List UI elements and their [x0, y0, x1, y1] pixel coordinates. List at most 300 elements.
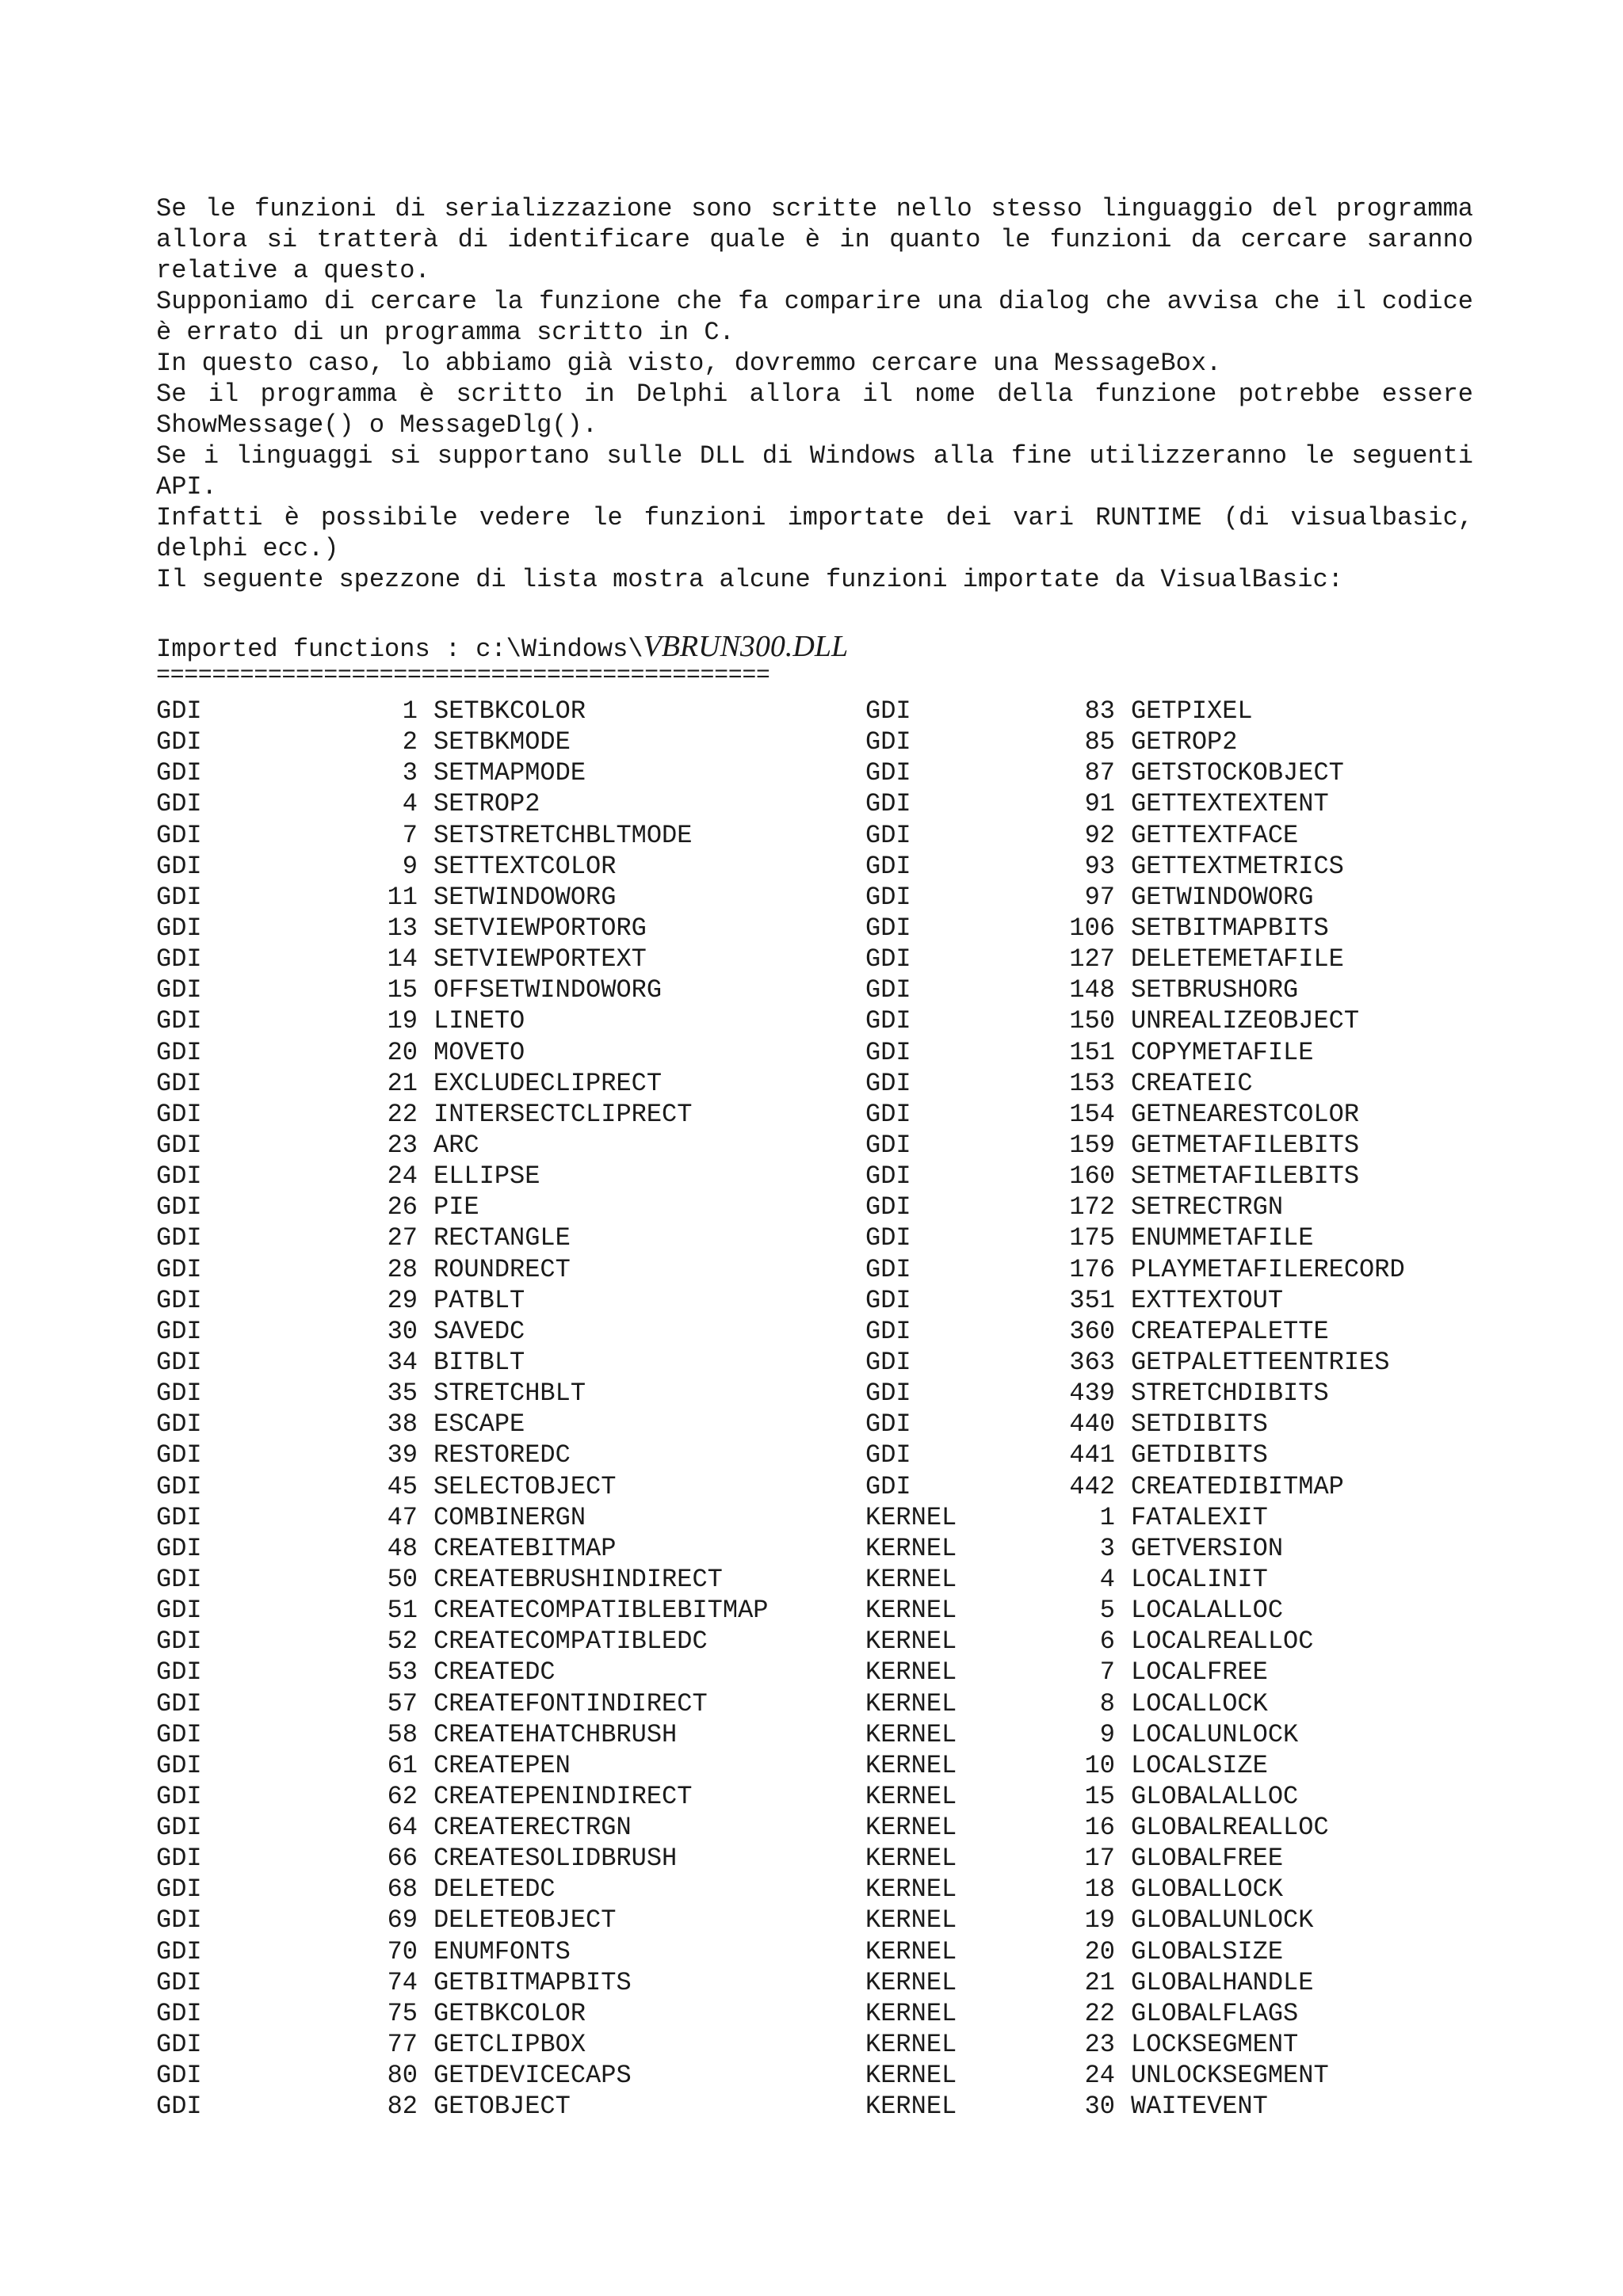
ordinal: 50	[387, 1564, 418, 1594]
function-name: COPYMETAFILE	[1131, 1037, 1314, 1067]
module-name: GDI	[156, 1627, 202, 1657]
function-name: SETMAPMODE	[433, 758, 586, 788]
module-name: GDI	[865, 1347, 911, 1377]
table-row	[156, 1812, 1503, 1843]
ordinal: 51	[387, 1596, 418, 1626]
function-name: GLOBALALLOC	[1131, 1781, 1299, 1811]
table-row	[156, 696, 1503, 727]
table-row	[156, 1781, 1503, 1812]
function-name: CREATEFONTINDIRECT	[433, 1688, 708, 1718]
module-name: GDI	[156, 1099, 202, 1129]
module-name: GDI	[156, 882, 202, 912]
module-name: GDI	[865, 1409, 911, 1440]
module-name: GDI	[156, 1998, 202, 2028]
table-row	[156, 1161, 1503, 1192]
ordinal: 39	[387, 1440, 418, 1470]
ordinal: 21	[1084, 1967, 1115, 1997]
function-name: GETBITMAPBITS	[433, 1967, 632, 1997]
ordinal: 82	[387, 2092, 418, 2122]
table-row	[156, 1222, 1503, 1253]
function-name: ESCAPE	[433, 1409, 525, 1440]
ordinal: 57	[387, 1688, 418, 1718]
table-row	[156, 1409, 1503, 1440]
module-name: GDI	[156, 1502, 202, 1532]
module-name: GDI	[156, 2061, 202, 2091]
ordinal: 66	[387, 1844, 418, 1874]
function-name: GETDIBITS	[1131, 1440, 1268, 1470]
ordinal: 160	[1069, 1161, 1115, 1192]
table-row	[156, 913, 1503, 944]
function-name: LOCALLOCK	[1131, 1688, 1268, 1718]
ordinal: 10	[1084, 1750, 1115, 1780]
ordinal: 24	[387, 1161, 418, 1192]
module-name: GDI	[156, 1533, 202, 1563]
ordinal: 153	[1069, 1068, 1115, 1098]
module-name: GDI	[865, 1223, 911, 1253]
function-name: GETBKCOLOR	[433, 1998, 586, 2028]
listing-separator: ============================================	[156, 662, 770, 689]
ordinal: 1	[402, 696, 418, 726]
module-name: KERNEL	[865, 2092, 957, 2122]
module-name: GDI	[156, 1379, 202, 1409]
ordinal: 7	[1099, 1657, 1115, 1688]
ordinal: 35	[387, 1379, 418, 1409]
module-name: GDI	[865, 820, 911, 850]
function-name: SELECTOBJECT	[433, 1471, 617, 1501]
function-name: GLOBALUNLOCK	[1131, 1905, 1314, 1936]
function-name: DELETEMETAFILE	[1131, 944, 1344, 974]
module-name: GDI	[865, 1037, 911, 1067]
module-name: KERNEL	[865, 1998, 957, 2028]
module-name: GDI	[156, 1657, 202, 1688]
table-row	[156, 1967, 1503, 1998]
function-name: GETPIXEL	[1131, 696, 1253, 726]
function-name: STRETCHDIBITS	[1131, 1379, 1329, 1409]
ordinal: 14	[387, 944, 418, 974]
function-name: LOCALSIZE	[1131, 1750, 1268, 1780]
ordinal: 20	[1084, 1936, 1115, 1966]
function-name: DELETEDC	[433, 1875, 556, 1905]
ordinal: 11	[387, 882, 418, 912]
function-name: FATALEXIT	[1131, 1502, 1268, 1532]
function-name: LOCKSEGMENT	[1131, 2030, 1299, 2060]
ordinal: 21	[387, 1068, 418, 1098]
ordinal: 9	[402, 851, 418, 881]
table-row	[156, 882, 1503, 913]
function-name: MOVETO	[433, 1037, 525, 1067]
function-name: SETROP2	[433, 789, 540, 819]
table-row	[156, 1719, 1503, 1750]
module-name: KERNEL	[865, 2030, 957, 2060]
ordinal: 30	[387, 1316, 418, 1346]
ordinal: 16	[1084, 1813, 1115, 1843]
module-name: KERNEL	[865, 1533, 957, 1563]
module-name: KERNEL	[865, 1688, 957, 1718]
function-name: EXTTEXTOUT	[1131, 1285, 1284, 1315]
ordinal: 159	[1069, 1130, 1115, 1160]
table-row	[156, 757, 1503, 788]
module-name: GDI	[865, 1379, 911, 1409]
function-name: LOCALINIT	[1131, 1564, 1268, 1594]
function-name: INTERSECTCLIPRECT	[433, 1099, 693, 1129]
table-row	[156, 1378, 1503, 1409]
function-name: GLOBALFLAGS	[1131, 1998, 1299, 2028]
table-row	[156, 1936, 1503, 1967]
module-name: GDI	[156, 1813, 202, 1843]
module-name: KERNEL	[865, 2061, 957, 2091]
module-name: GDI	[865, 1099, 911, 1129]
function-name: GLOBALHANDLE	[1131, 1967, 1314, 1997]
module-name: GDI	[156, 758, 202, 788]
module-name: GDI	[156, 1347, 202, 1377]
ordinal: 38	[387, 1409, 418, 1440]
module-name: GDI	[865, 1285, 911, 1315]
module-name: KERNEL	[865, 1564, 957, 1594]
module-name: GDI	[156, 1223, 202, 1253]
ordinal: 87	[1084, 758, 1115, 788]
listing-header	[156, 631, 848, 665]
function-name: GETTEXTMETRICS	[1131, 851, 1344, 881]
ordinal: 80	[387, 2061, 418, 2091]
table-row	[156, 1905, 1503, 1936]
ordinal: 172	[1069, 1192, 1115, 1222]
module-name: GDI	[156, 1967, 202, 1997]
function-name: PIE	[433, 1192, 479, 1222]
module-name: GDI	[865, 882, 911, 912]
ordinal: 3	[1099, 1533, 1115, 1563]
module-name: GDI	[156, 1750, 202, 1780]
module-name: GDI	[156, 1068, 202, 1098]
function-name: GETCLIPBOX	[433, 2030, 586, 2060]
function-name: LINETO	[433, 1006, 525, 1036]
table-row	[156, 1626, 1503, 1657]
ordinal: 70	[387, 1936, 418, 1966]
table-row	[156, 1254, 1503, 1285]
function-name: SETBITMAPBITS	[1131, 913, 1329, 943]
table-row	[156, 974, 1503, 1005]
function-name: RECTANGLE	[433, 1223, 571, 1253]
function-name: PLAYMETAFILERECORD	[1131, 1254, 1405, 1284]
ordinal: 442	[1069, 1471, 1115, 1501]
module-name: GDI	[865, 851, 911, 881]
module-name: GDI	[156, 1719, 202, 1749]
module-name: GDI	[156, 975, 202, 1005]
function-name: SETSTRETCHBLTMODE	[433, 820, 693, 850]
paragraph: Se i linguaggi si supportano sulle DLL di Windows alla fine utilizzeranno le seguenti API.	[156, 441, 1473, 502]
ordinal: 360	[1069, 1316, 1115, 1346]
function-name: SETDIBITS	[1131, 1409, 1268, 1440]
ordinal: 28	[387, 1254, 418, 1284]
function-name: SETWINDOWORG	[433, 882, 617, 912]
ordinal: 77	[387, 2030, 418, 2060]
module-name: GDI	[865, 1471, 911, 1501]
module-name: GDI	[156, 1037, 202, 1067]
table-row	[156, 1688, 1503, 1719]
module-name: GDI	[156, 913, 202, 943]
function-name: LOCALUNLOCK	[1131, 1719, 1299, 1749]
module-name: GDI	[156, 1596, 202, 1626]
ordinal: 48	[387, 1533, 418, 1563]
module-name: GDI	[156, 1161, 202, 1192]
module-name: GDI	[865, 1316, 911, 1346]
module-name: KERNEL	[865, 1502, 957, 1532]
ordinal: 52	[387, 1627, 418, 1657]
ordinal: 18	[1084, 1875, 1115, 1905]
ordinal: 148	[1069, 975, 1115, 1005]
table-row	[156, 1005, 1503, 1036]
table-row	[156, 1874, 1503, 1905]
ordinal: 151	[1069, 1037, 1115, 1067]
function-name: GETOBJECT	[433, 2092, 571, 2122]
table-row	[156, 1502, 1503, 1533]
function-name: ENUMMETAFILE	[1131, 1223, 1314, 1253]
function-name: GETNEARESTCOLOR	[1131, 1099, 1360, 1129]
module-name: GDI	[865, 1192, 911, 1222]
ordinal: 30	[1084, 2092, 1115, 2122]
module-name: GDI	[865, 1130, 911, 1160]
ordinal: 363	[1069, 1347, 1115, 1377]
module-name: KERNEL	[865, 1596, 957, 1626]
ordinal: 75	[387, 1998, 418, 2028]
function-name: ENUMFONTS	[433, 1936, 571, 1966]
function-name: CREATEBITMAP	[433, 1533, 617, 1563]
module-name: GDI	[156, 2092, 202, 2122]
ordinal: 440	[1069, 1409, 1115, 1440]
function-name: CREATERECTRGN	[433, 1813, 632, 1843]
module-name: GDI	[865, 1068, 911, 1098]
paragraph: Infatti è possibile vedere le funzioni importate dei vari RUNTIME (di visualbasic, delphi ecc.)	[156, 503, 1473, 563]
function-name: EXCLUDECLIPRECT	[433, 1068, 663, 1098]
module-name: KERNEL	[865, 1719, 957, 1749]
module-name: GDI	[156, 1192, 202, 1222]
ordinal: 9	[1099, 1719, 1115, 1749]
table-row	[156, 1595, 1503, 1626]
module-name: GDI	[156, 1875, 202, 1905]
ordinal: 83	[1084, 696, 1115, 726]
listing-dll-name: VBRUN300.DLL	[643, 630, 849, 663]
function-name: SETRECTRGN	[1131, 1192, 1284, 1222]
ordinal: 74	[387, 1967, 418, 1997]
table-row	[156, 1471, 1503, 1502]
table-row	[156, 1533, 1503, 1564]
function-name: LOCALREALLOC	[1131, 1627, 1314, 1657]
ordinal: 106	[1069, 913, 1115, 943]
function-name: RESTOREDC	[433, 1440, 571, 1470]
ordinal: 23	[1084, 2030, 1115, 2060]
function-name: SETBKMODE	[433, 727, 571, 757]
table-row	[156, 851, 1503, 882]
function-name: GETPALETTEENTRIES	[1131, 1347, 1390, 1377]
ordinal: 61	[387, 1750, 418, 1780]
ordinal: 93	[1084, 851, 1115, 881]
module-name: GDI	[156, 789, 202, 819]
function-name: SETBRUSHORG	[1131, 975, 1299, 1005]
ordinal: 97	[1084, 882, 1115, 912]
module-name: GDI	[865, 913, 911, 943]
function-name: GETVERSION	[1131, 1533, 1284, 1563]
ordinal: 27	[387, 1223, 418, 1253]
module-name: GDI	[865, 727, 911, 757]
table-row	[156, 2091, 1503, 2122]
function-name: BITBLT	[433, 1347, 525, 1377]
function-name: ELLIPSE	[433, 1161, 540, 1192]
module-name: KERNEL	[865, 1967, 957, 1997]
ordinal: 4	[1099, 1564, 1115, 1594]
function-name: ROUNDRECT	[433, 1254, 571, 1284]
function-name: SETMETAFILEBITS	[1131, 1161, 1360, 1192]
ordinal: 175	[1069, 1223, 1115, 1253]
module-name: GDI	[156, 2030, 202, 2060]
function-name: GETTEXTFACE	[1131, 820, 1299, 850]
function-name: GETTEXTEXTENT	[1131, 789, 1329, 819]
module-name: GDI	[156, 1006, 202, 1036]
module-name: GDI	[156, 1471, 202, 1501]
module-name: KERNEL	[865, 1936, 957, 1966]
paragraph: Se le funzioni di serializzazione sono scritte nello stesso linguaggio del programma allora si tratterà di identificare quale è in quanto le funzioni da cercare saranno relative a questo.	[156, 194, 1473, 285]
ordinal: 23	[387, 1130, 418, 1160]
table-row	[156, 944, 1503, 974]
ordinal: 92	[1084, 820, 1115, 850]
table-row	[156, 1037, 1503, 1068]
module-name: GDI	[156, 944, 202, 974]
ordinal: 1	[1099, 1502, 1115, 1532]
ordinal: 20	[387, 1037, 418, 1067]
listing-label: Imported functions : c:\Windows\	[156, 635, 643, 664]
ordinal: 15	[1084, 1781, 1115, 1811]
module-name: KERNEL	[865, 1813, 957, 1843]
ordinal: 441	[1069, 1440, 1115, 1470]
function-name: DELETEOBJECT	[433, 1905, 617, 1936]
ordinal: 15	[387, 975, 418, 1005]
ordinal: 53	[387, 1657, 418, 1688]
function-name: GLOBALSIZE	[1131, 1936, 1284, 1966]
module-name: GDI	[156, 696, 202, 726]
paragraph: Se il programma è scritto in Delphi allora il nome della funzione potrebbe essere ShowMessage() o MessageDlg().	[156, 379, 1473, 440]
ordinal: 69	[387, 1905, 418, 1936]
ordinal: 64	[387, 1813, 418, 1843]
ordinal: 47	[387, 1502, 418, 1532]
module-name: GDI	[156, 1285, 202, 1315]
module-name: GDI	[865, 1006, 911, 1036]
ordinal: 91	[1084, 789, 1115, 819]
ordinal: 29	[387, 1285, 418, 1315]
ordinal: 85	[1084, 727, 1115, 757]
module-name: GDI	[865, 696, 911, 726]
function-name: ARC	[433, 1130, 479, 1160]
ordinal: 68	[387, 1875, 418, 1905]
ordinal: 2	[402, 727, 418, 757]
ordinal: 439	[1069, 1379, 1115, 1409]
function-name: GETMETAFILEBITS	[1131, 1130, 1360, 1160]
table-row	[156, 1068, 1503, 1099]
module-name: GDI	[865, 1440, 911, 1470]
ordinal: 62	[387, 1781, 418, 1811]
table-row	[156, 1099, 1503, 1130]
table-row	[156, 1657, 1503, 1688]
module-name: GDI	[865, 1254, 911, 1284]
function-name: CREATECOMPATIBLEDC	[433, 1627, 708, 1657]
ordinal: 154	[1069, 1099, 1115, 1129]
module-name: KERNEL	[865, 1627, 957, 1657]
table-row	[156, 820, 1503, 851]
function-name: SETTEXTCOLOR	[433, 851, 617, 881]
function-name: CREATEBRUSHINDIRECT	[433, 1564, 723, 1594]
module-name: GDI	[865, 975, 911, 1005]
module-name: GDI	[156, 1844, 202, 1874]
function-name: SETVIEWPORTORG	[433, 913, 647, 943]
table-row	[156, 1316, 1503, 1347]
module-name: GDI	[156, 1440, 202, 1470]
imports-table	[156, 696, 1503, 2122]
table-row	[156, 1347, 1503, 1378]
paragraph: Il seguente spezzone di lista mostra alcune funzioni importate da VisualBasic:	[156, 565, 1343, 594]
function-name: GETSTOCKOBJECT	[1131, 758, 1344, 788]
function-name: GLOBALLOCK	[1131, 1875, 1284, 1905]
module-name: GDI	[156, 1254, 202, 1284]
module-name: GDI	[156, 1688, 202, 1718]
module-name: GDI	[865, 758, 911, 788]
function-name: STRETCHBLT	[433, 1379, 586, 1409]
ordinal: 45	[387, 1471, 418, 1501]
module-name: GDI	[156, 1781, 202, 1811]
module-name: GDI	[156, 820, 202, 850]
function-name: LOCALALLOC	[1131, 1596, 1284, 1626]
function-name: GLOBALFREE	[1131, 1844, 1284, 1874]
ordinal: 19	[387, 1006, 418, 1036]
ordinal: 8	[1099, 1688, 1115, 1718]
function-name: CREATEPEN	[433, 1750, 571, 1780]
function-name: WAITEVENT	[1131, 2092, 1268, 2122]
table-row	[156, 788, 1503, 819]
function-name: SETBKCOLOR	[433, 696, 586, 726]
module-name: GDI	[865, 789, 911, 819]
paragraph: Supponiamo di cercare la funzione che fa comparire una dialog che avvisa che il codice è errato di un programma scritto in C.	[156, 287, 1473, 347]
ordinal: 22	[387, 1099, 418, 1129]
table-row	[156, 727, 1503, 757]
module-name: GDI	[156, 1564, 202, 1594]
module-name: KERNEL	[865, 1750, 957, 1780]
table-row	[156, 1998, 1503, 2029]
ordinal: 19	[1084, 1905, 1115, 1936]
intro-text	[156, 193, 1473, 595]
module-name: KERNEL	[865, 1781, 957, 1811]
module-name: GDI	[865, 944, 911, 974]
function-name: GETROP2	[1131, 727, 1238, 757]
function-name: SETVIEWPORTEXT	[433, 944, 647, 974]
module-name: GDI	[156, 727, 202, 757]
table-row	[156, 1130, 1503, 1161]
table-row	[156, 1192, 1503, 1222]
function-name: CREATEPALETTE	[1131, 1316, 1329, 1346]
table-row	[156, 1843, 1503, 1874]
module-name: KERNEL	[865, 1657, 957, 1688]
function-name: LOCALFREE	[1131, 1657, 1268, 1688]
table-row	[156, 1440, 1503, 1470]
function-name: SAVEDC	[433, 1316, 525, 1346]
module-name: GDI	[156, 851, 202, 881]
function-name: CREATEPENINDIRECT	[433, 1781, 693, 1811]
ordinal: 24	[1084, 2061, 1115, 2091]
table-row	[156, 2029, 1503, 2060]
table-row	[156, 1285, 1503, 1316]
ordinal: 127	[1069, 944, 1115, 974]
module-name: GDI	[156, 1316, 202, 1346]
ordinal: 6	[1099, 1627, 1115, 1657]
module-name: KERNEL	[865, 1875, 957, 1905]
module-name: GDI	[156, 1409, 202, 1440]
table-row	[156, 1564, 1503, 1595]
function-name: CREATECOMPATIBLEBITMAP	[433, 1596, 769, 1626]
